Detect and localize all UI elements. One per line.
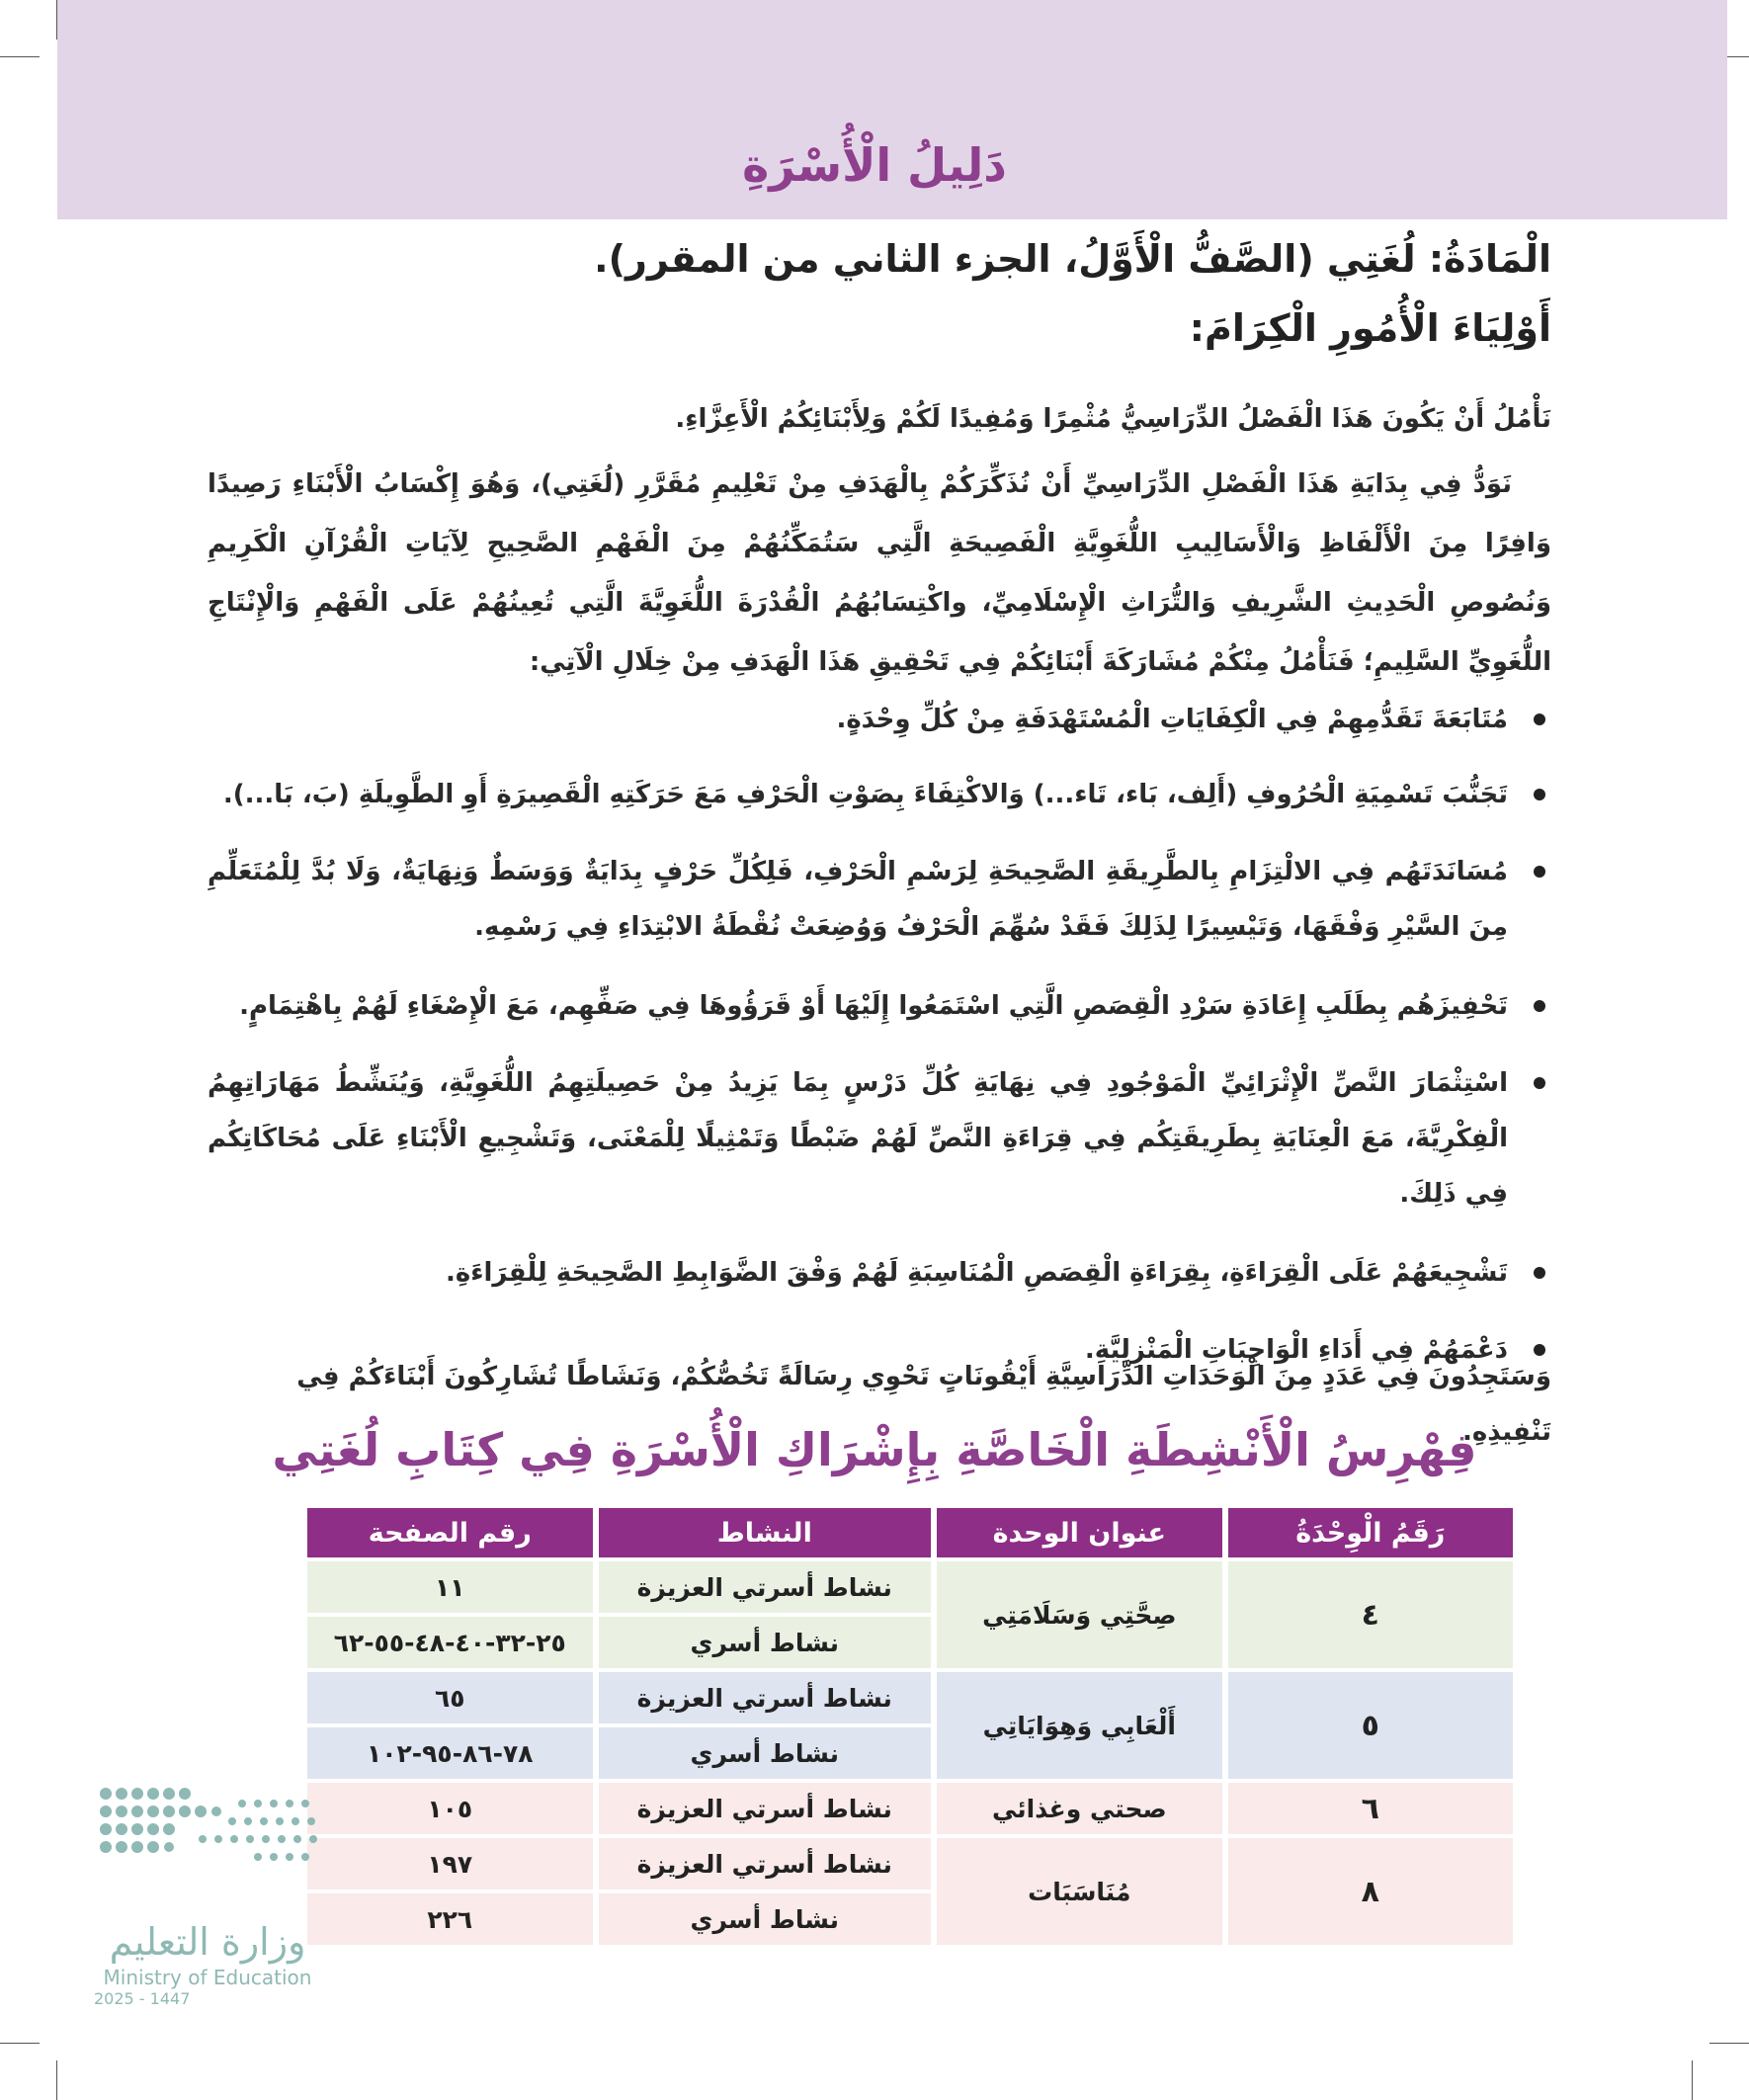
activity-cell: نشاط أسرتي العزيزة — [599, 1783, 932, 1834]
bullet-icon — [1534, 789, 1545, 800]
list-item-text: تَحْفِيزَهُم بِطَلَبِ إِعَادَةِ سَرْدِ الْقِصَصِ الَّتِي اسْتَمَعُوا إِلَيْهَا أَوْ قَرَؤُوهَا فِي صَفِّهِم، مَعَ الْإِصْغَاءِ لَهُمْ بِاهْتِمَامٍ. — [239, 991, 1508, 1021]
bullet-icon — [1534, 866, 1545, 878]
table-row — [307, 1838, 1513, 1890]
page-cell: ١٩٧ — [307, 1838, 593, 1890]
crop-mark — [1692, 2060, 1693, 2100]
list-item — [208, 1245, 1551, 1301]
list-item — [208, 1055, 1551, 1221]
table-row — [307, 1561, 1513, 1613]
unit-number-cell: ٦ — [1228, 1783, 1513, 1834]
bullet-icon — [1534, 1267, 1545, 1279]
subject-line: الْمَادَةُ: لُغَتِي (الصَّفُّ الْأَوَّلُ، الجزء الثاني من المقرر). — [594, 237, 1551, 281]
list-item-text: مُسَانَدَتَهُم فِي الالْتِزَامِ بِالطَّرِيقَةِ الصَّحِيحَةِ لِرَسْمِ الْحَرْفِ، فَلِكُلِّ حَرْفٍ بِدَايَةٌ وَوَسَطٌ وَنِهَايَةٌ، وَلَا بُدَّ لِلْمُتَعَلِّمِ مِنَ السَّيْرِ وَفْقَهَا، وَتَيْسِيرًا لِذَلِكَ فَقَدْ سُهِّمَ الْحَرْفُ وَوُضِعَتْ نُقْطَةُ الابْتِدَاءِ فِي رَسْمِهِ. — [208, 857, 1508, 942]
unit-number-cell: ٨ — [1228, 1838, 1513, 1945]
header-page-number: رقم الصفحة — [307, 1508, 593, 1557]
unit-title-cell: صحتي وغذائي — [937, 1783, 1221, 1834]
unit-number-cell: ٤ — [1228, 1561, 1513, 1668]
page-cell: ١١ — [307, 1561, 593, 1613]
crop-mark — [0, 56, 40, 57]
list-item-text: مُتَابَعَةَ تَقَدُّمِهِمْ فِي الْكِفَايَاتِ الْمُسْتَهْدَفَةِ مِنْ كُلِّ وِحْدَةٍ. — [836, 705, 1508, 734]
logo-english-text: Ministry of Education — [103, 1966, 312, 1989]
bullet-icon — [1534, 1000, 1545, 1012]
unit-title-cell: أَلْعَابِي وَهِوَايَاتِي — [937, 1672, 1221, 1779]
list-item-text: دَعْمَهُمْ فِي أَدَاءِ الْوَاجِبَاتِ الْمَنْزِلِيَّةِ. — [1084, 1335, 1508, 1365]
page-cell: ٧٨-٨٦-٩٥-١٠٢ — [307, 1727, 593, 1779]
intro-text: نَأْمُلُ أَنْ يَكُونَ هَذَا الْفَصْلُ الدِّرَاسِيُّ مُثْمِرًا وَمُفِيدًا لَكُمْ وَلِأَبْنَائِكُمُ الْأَعِزَّاءِ. — [675, 404, 1551, 434]
page-cell: ١٠٥ — [307, 1783, 593, 1834]
guidance-list — [208, 692, 1551, 1378]
crop-mark — [1709, 2043, 1749, 2044]
logo-year: 2025 - 1447 — [94, 1989, 191, 2008]
closing-text: وَسَتَجِدُونَ فِي عَدَدٍ مِنَ الْوَحَدَاتِ الدِّرَاسِيَّةِ أَيْقُونَاتٍ تَحْوِي رِسَالَةً تَخُصُّكُمْ، وَنَشَاطًا تُشَارِكُونَ أَبْنَاءَكُمْ فِي تَنْفِيذِهِ. — [296, 1362, 1551, 1447]
unit-title-cell: صِحَّتِي وَسَلَامَتِي — [937, 1561, 1221, 1668]
activities-table — [301, 1504, 1519, 1949]
header-unit-title: عنوان الوحدة — [937, 1508, 1221, 1557]
activity-cell: نشاط أسري — [599, 1727, 932, 1779]
main-paragraph: نَوَدُّ فِي بِدَايَةِ هَذَا الْفَصْلِ الدِّرَاسِيِّ أَنْ نُذَكِّرَكُمْ بِالْهَدَفِ مِنْ تَعْلِيمِ مُقَرَّرِ (لُغَتِي)، وَهُوَ إِكْسَابُ الْأَبْنَاءِ رَصِيدًا وَافِرًا مِنَ الْأَلْفَاظِ وَالْأَسَالِيبِ اللُّغَوِيَّةِ الْفَصِيحَةِ الَّتِي سَتُمَكِّنُهُمْ مِنَ الْفَهْمِ الصَّحِيحِ لِآيَاتِ الْقُرْآنِ الْكَرِيمِ وَنُصُوصِ الْحَدِيثِ الشَّرِيفِ وَالتُّرَاثِ الْإِسْلَامِيِّ، واكْتِسَابُهُمُ الْقُدْرَةَ اللُّغَوِيَّةَ الَّتِي تُعِينُهُمْ عَلَى الْفَهْمِ وَالْإِنْتَاجِ اللُّغَوِيِّ السَّلِيمِ؛ فَنَأْمُلُ مِنْكُمْ مُشَارَكَةَ أَبْنَائِكُمْ فِي تَحْقِيقِ هَذَا الْهَدَفِ مِنْ خِلَالِ الْآتِي: — [208, 469, 1551, 677]
bullet-icon — [1534, 714, 1545, 725]
list-item-text: تَشْجِيعَهُمْ عَلَى الْقِرَاءَةِ، بِقِرَاءَةِ الْقِصَصِ الْمُنَاسِبَةِ لَهُمْ وَفْقَ الضَّوَابِطِ الصَّحِيحَةِ لِلْقِرَاءَةِ. — [446, 1258, 1508, 1288]
activity-cell: نشاط أسرتي العزيزة — [599, 1838, 932, 1890]
activity-cell: نشاط أسري — [599, 1617, 932, 1668]
crop-mark — [56, 2060, 57, 2100]
list-item — [208, 978, 1551, 1034]
page-cell: ٢٢٦ — [307, 1893, 593, 1945]
table-row — [307, 1672, 1513, 1723]
parents-heading: أَوْلِيَاءَ الْأُمُورِ الْكِرَامَ: — [1189, 306, 1551, 350]
activity-cell: نشاط أسري — [599, 1893, 932, 1945]
activity-cell: نشاط أسرتي العزيزة — [599, 1672, 932, 1723]
list-item — [208, 844, 1551, 955]
bullet-icon — [1534, 1077, 1545, 1089]
header-activity: النشاط — [599, 1508, 932, 1557]
table-row — [307, 1783, 1513, 1834]
ministry-logo — [94, 1774, 321, 2011]
list-item-text: تَجَنُّبَ تَسْمِيَةِ الْحُرُوفِ (أَلِف، بَاء، تَاء...) وَالاكْتِفَاءَ بِصَوْتِ الْحَرْفِ مَعَ حَرَكَتِهِ الْقَصِيرَةِ أَوِ الطَّوِيلَةِ (بَ، بَا...). — [222, 780, 1508, 809]
crop-mark — [0, 2043, 40, 2044]
page-cell: ٢٥-٣٢-٤٠-٤٨-٥٥-٦٢ — [307, 1617, 593, 1668]
header-unit-number: رَقَمُ الْوِحْدَةُ — [1228, 1508, 1513, 1557]
activity-cell: نشاط أسرتي العزيزة — [599, 1561, 932, 1613]
index-title: فِهْرِسُ الْأَنْشِطَةِ الْخَاصَّةِ بِإِشْرَاكِ الْأُسْرَةِ فِي كِتَابِ لُغَتِي — [272, 1423, 1477, 1476]
list-item-text: اسْتِثْمَارَ النَّصِّ الْإِثْرَائِيِّ الْمَوْجُودِ فِي نِهَايَةِ كُلِّ دَرْسٍ بِمَا يَزِيدُ مِنْ حَصِيلَتِهِمُ اللُّغَوِيَّةِ، وَيُنَشِّطُ مَهَارَاتِهِمُ الْفِكْرِيَّةَ، مَعَ الْعِنَايَةِ بِطَرِيقَتِكُم فِي قِرَاءَةِ النَّصِّ لَهُمْ ضَبْطًا وَتَمْثِيلًا لِلْمَعْنَى، وَتَشْجِيعِ الْأَبْنَاءِ عَلَى مُحَاكَاتِكُم فِي ذَلِكَ. — [208, 1068, 1508, 1209]
unit-title-cell: مُنَاسَبَات — [937, 1838, 1221, 1945]
list-item — [208, 692, 1551, 747]
page-title: دَلِيلُ الْأُسْرَةِ — [742, 138, 1007, 192]
page-cell: ٦٥ — [307, 1672, 593, 1723]
table-header-row — [307, 1508, 1513, 1557]
unit-number-cell: ٥ — [1228, 1672, 1513, 1779]
logo-arabic-text: وزارة التعليم — [109, 1920, 306, 1964]
list-item — [208, 767, 1551, 822]
logo-dots-icon — [94, 1774, 321, 1873]
